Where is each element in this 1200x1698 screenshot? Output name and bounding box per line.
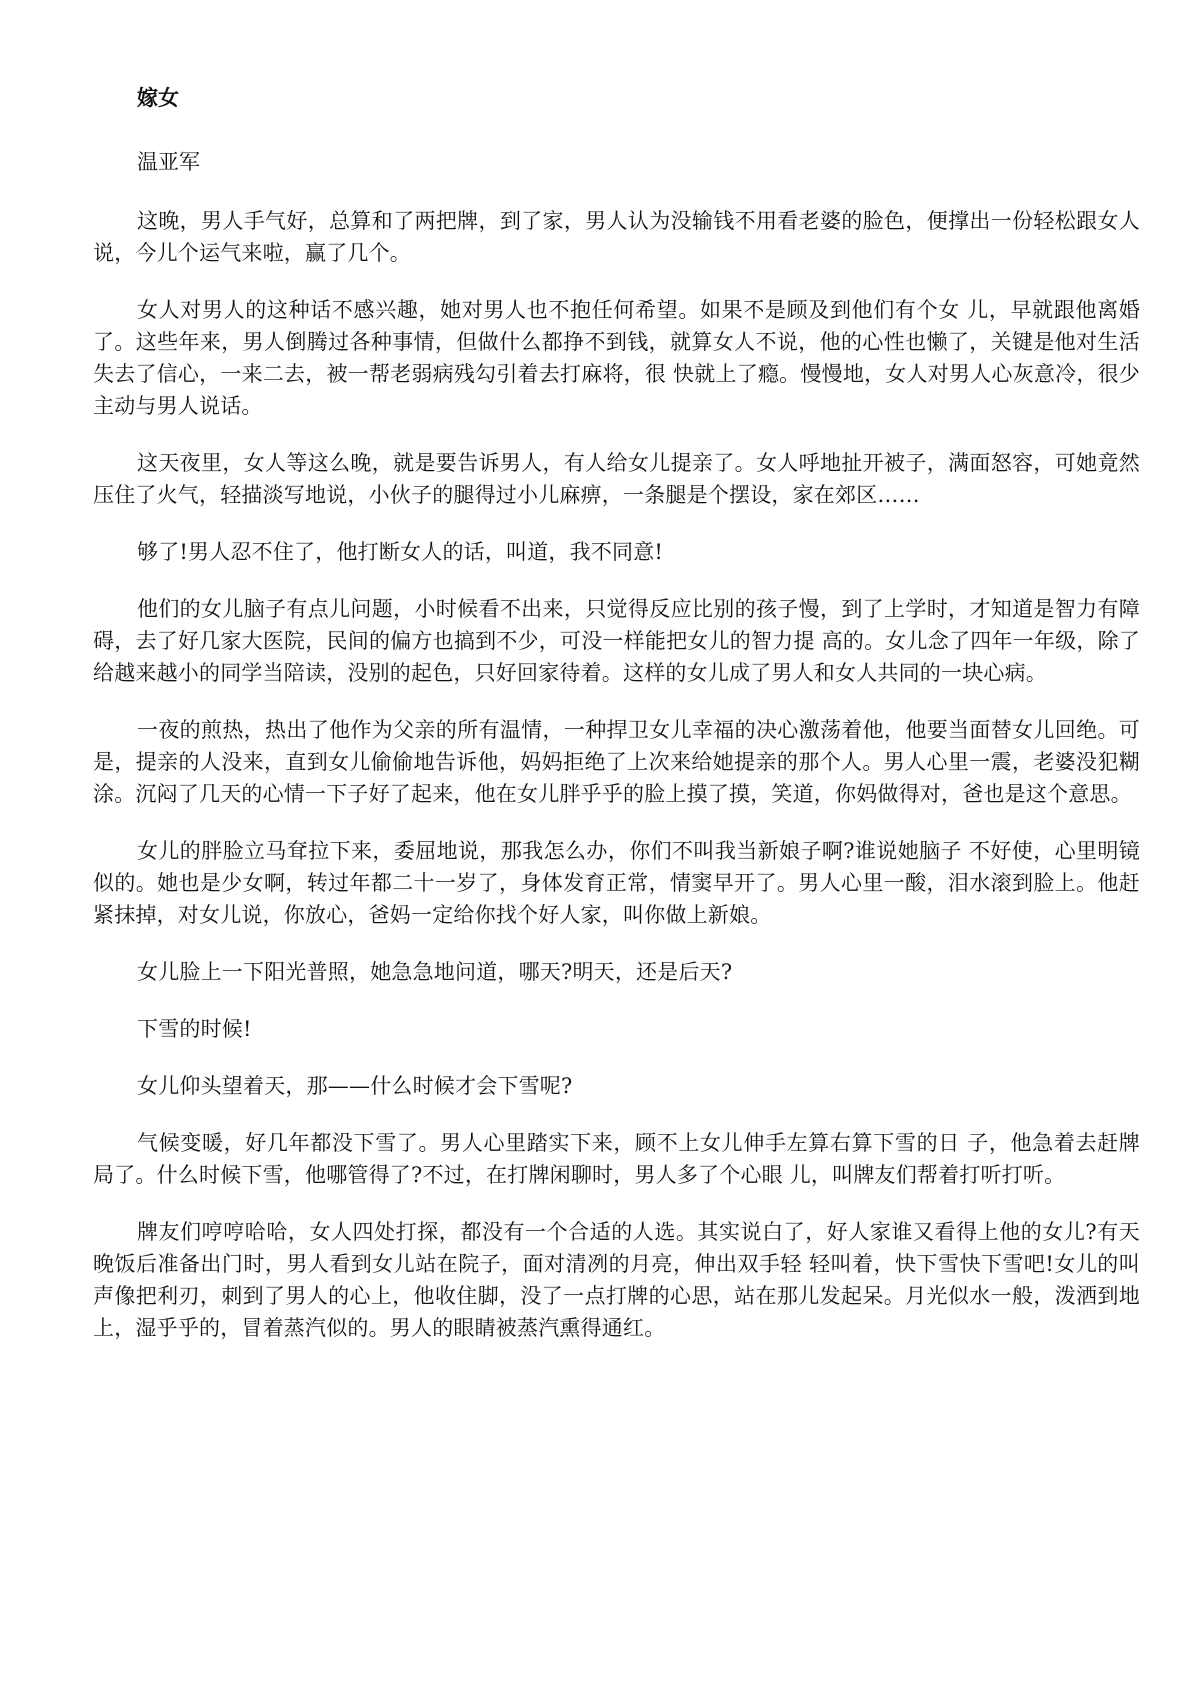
paragraph-10: 女儿仰头望着天，那——什么时候才会下雪呢? [137, 1074, 573, 1098]
paragraph-1: 这晚，男人手气好，总算和了两把牌，到了家，男人认为没输钱不用看老婆的脸色，便撑出一份轻松跟女人说，今儿个运气来啦，赢了几个。 [93, 209, 1140, 265]
paragraph-7: 女儿的胖脸立马耷拉下来，委屈地说，那我怎么办，你们不叫我当新娘子啊?谁说她脑子 不好使，心里明镜似的。她也是少女啊，转过年都二十一岁了，身体发育正常，情窦早开了。男人心里一酸，泪水滚到脸上。他赶紧抹掉，对女儿说，你放心，爸妈一定给你找个好人家，叫你做上新娘。 [93, 839, 1140, 927]
paragraph-5: 他们的女儿脑子有点儿问题，小时候看不出来，只觉得反应比别的孩子慢，到了上学时，才知道是智力有障碍，去了好几家大医院，民间的偏方也搞到不少，可没一样能把女儿的智力提 高的。女儿念了四年一年级，除了给越来越小的同学当陪读，没别的起色，只好回家待着。这样的女儿成了男人和女人共同的一块心病。 [93, 597, 1140, 685]
paragraph-3: 这天夜里，女人等这么晚，就是要告诉男人，有人给女儿提亲了。女人呼地扯开被子，满面怒容，可她竟然压住了火气，轻描淡写地说，小伙子的腿得过小儿麻痹，一条腿是个摆设，家在郊区…… [93, 451, 1140, 507]
paragraph-4: 够了!男人忍不住了，他打断女人的话，叫道，我不同意! [137, 540, 664, 564]
paragraph-11: 气候变暖，好几年都没下雪了。男人心里踏实下来，顾不上女儿伸手左算右算下雪的日 子，他急着去赶牌局了。什么时候下雪，他哪管得了?不过，在打牌闲聊时，男人多了个心眼 儿，叫牌友们帮着打听打听。 [93, 1131, 1140, 1187]
document-author: 温亚军 [137, 150, 200, 174]
paragraph-12: 牌友们哼哼哈哈，女人四处打探，都没有一个合适的人选。其实说白了，好人家谁又看得上他的女儿?有天晚饭后准备出门时，男人看到女儿站在院子，面对清冽的月亮，伸出双手轻 轻叫着，快下雪快下雪吧!女儿的叫声像把利刃，刺到了男人的心上，他收住脚，没了一点打牌的心思，站在那儿发起呆。月光似水一般，泼洒到地上，湿乎乎的，冒着蒸汽似的。男人的眼睛被蒸汽熏得通红。 [93, 1220, 1140, 1340]
document-title: 嫁女 [137, 85, 179, 110]
document-body [93, 205, 1140, 1369]
paragraph-2: 女人对男人的这种话不感兴趣，她对男人也不抱任何希望。如果不是顾及到他们有个女 儿，早就跟他离婚了。这些年来，男人倒腾过各种事情，但做什么都挣不到钱，就算女人不说，他的心性也懒了，关键是他对生活失去了信心，一来二去，被一帮老弱病残勾引着去打麻将，很 快就上了瘾。慢慢地，女人对男人心灰意冷，很少主动与男人说话。 [93, 298, 1140, 418]
paragraph-8: 女儿脸上一下阳光普照，她急急地问道，哪天?明天，还是后天? [137, 960, 733, 984]
paragraph-6: 一夜的煎热，热出了他作为父亲的所有温情，一种捍卫女儿幸福的决心激荡着他，他要当面替女儿回绝。可是，提亲的人没来，直到女儿偷偷地告诉他，妈妈拒绝了上次来给她提亲的那个人。男人心里一震，老婆没犯糊涂。沉闷了几天的心情一下子好了起来，他在女儿胖乎乎的脸上摸了摸，笑道，你妈做得对，爸也是这个意思。 [93, 718, 1140, 806]
paragraph-9: 下雪的时候! [137, 1017, 252, 1041]
